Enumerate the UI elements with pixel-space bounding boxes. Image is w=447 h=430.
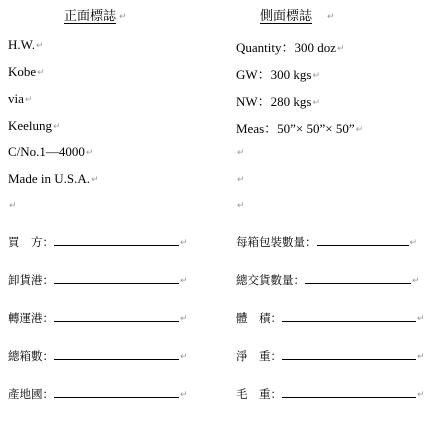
paragraph-mark-icon: ↵: [180, 390, 188, 400]
form-field-label: 總交貨數量：: [236, 273, 305, 287]
form-field: [236, 347, 425, 364]
form-field-label: 體 積：: [236, 311, 282, 325]
paragraph-mark-icon: ↵: [119, 12, 127, 22]
paragraph-mark-icon: ↵: [180, 238, 188, 248]
paragraph-mark-icon: ↵: [327, 12, 335, 22]
front-mark-title: 正面標誌: [64, 8, 117, 23]
form-field-label: 總箱數：: [8, 349, 54, 363]
form-field: [8, 271, 188, 288]
paragraph-mark-icon: ↵: [417, 314, 425, 324]
side-line: Quantity：300 doz↵: [236, 40, 345, 55]
form-field: [236, 271, 420, 288]
paragraph-mark-icon: ↵: [35, 41, 44, 51]
side-line: [236, 144, 245, 160]
side-line: GW：300 kgs↵: [236, 67, 321, 82]
paragraph-mark-icon: ↵: [412, 276, 420, 286]
paragraph-mark-icon: ↵: [180, 314, 188, 324]
fill-in-line[interactable]: [282, 385, 416, 398]
fill-in-line[interactable]: [54, 271, 179, 284]
paragraph-mark-icon: ↵: [90, 175, 99, 185]
side-mark-header: [236, 5, 335, 24]
front-mark-header: [32, 5, 127, 24]
paragraph-mark-icon: ↵: [409, 238, 418, 248]
paragraph-mark-icon: ↵: [53, 122, 61, 132]
form-field-label: 每箱包裝數量：: [236, 235, 317, 249]
paragraph-mark-icon: ↵: [237, 148, 245, 158]
fill-in-line[interactable]: [317, 233, 409, 246]
front-line: C/No.1—4000↵: [8, 144, 94, 159]
form-field: [8, 385, 188, 402]
paragraph-mark-icon: ↵: [237, 175, 245, 185]
paragraph-mark-icon: ↵: [237, 201, 245, 211]
paragraph-mark-icon: ↵: [85, 148, 94, 158]
front-line: [8, 197, 17, 213]
side-line: [236, 171, 245, 187]
form-field-label: 淨 重：: [236, 349, 282, 363]
form-field-label: 卸貨港：: [8, 273, 54, 287]
form-field-label: 產地國：: [8, 387, 54, 401]
form-field: [8, 309, 188, 326]
fill-in-line[interactable]: [54, 309, 179, 322]
paragraph-mark-icon: ↵: [417, 352, 425, 362]
paragraph-mark-icon: ↵: [337, 44, 345, 54]
form-field: [8, 347, 188, 364]
form-field-label: 買 方：: [8, 235, 54, 249]
paragraph-mark-icon: ↵: [9, 201, 17, 211]
paragraph-mark-icon: ↵: [355, 125, 364, 135]
form-field: [236, 385, 425, 402]
front-line: Kobe↵: [8, 64, 45, 79]
front-line: Keelung↵: [8, 118, 61, 133]
form-field-label: 轉運港：: [8, 311, 54, 325]
side-mark-title: 側面標誌: [260, 8, 313, 23]
paragraph-mark-icon: ↵: [37, 68, 45, 78]
front-line: H.W.↵: [8, 37, 44, 52]
fill-in-line[interactable]: [282, 347, 416, 360]
side-line: Meas：50”× 50”× 50”↵: [236, 121, 364, 136]
fill-in-line[interactable]: [54, 233, 179, 246]
fill-in-line[interactable]: [54, 347, 179, 360]
paragraph-mark-icon: ↵: [180, 352, 188, 362]
paragraph-mark-icon: ↵: [24, 95, 33, 105]
paragraph-mark-icon: ↵: [312, 71, 321, 81]
side-line: NW：280 kgs↵: [236, 94, 321, 109]
form-field: [8, 233, 188, 250]
paragraph-mark-icon: ↵: [180, 276, 188, 286]
front-line: via↵: [8, 91, 33, 106]
fill-in-line[interactable]: [305, 271, 411, 284]
paragraph-mark-icon: ↵: [417, 390, 425, 400]
fill-in-line[interactable]: [54, 385, 179, 398]
paragraph-mark-icon: ↵: [312, 98, 321, 108]
front-line: Made in U.S.A.↵: [8, 171, 99, 186]
form-field: [236, 309, 425, 326]
side-line: [236, 197, 245, 213]
form-field-label: 毛 重：: [236, 387, 282, 401]
form-field: [236, 233, 417, 250]
fill-in-line[interactable]: [282, 309, 416, 322]
